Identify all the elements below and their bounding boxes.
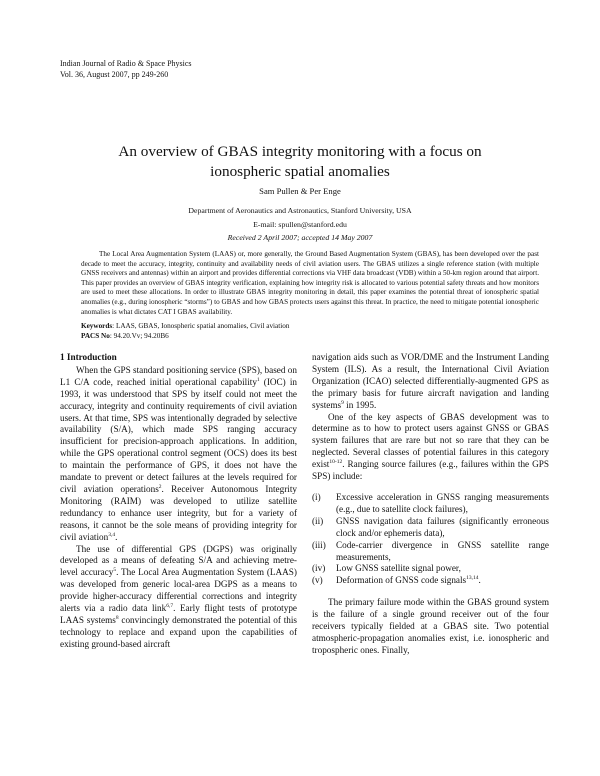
- p2-text-c: . Early flight tests of prototype LAAS systems: [60, 603, 297, 625]
- p1-text-c: . Receiver Autonomous Integrity Monitoring (RAIM) was developed to utilize satellite redundancy to enhance user integrity, but for a variety of reasons, it cannot be the sole means of providing integrity for civil aviation: [60, 483, 297, 542]
- intro-paragraph-1: [60, 365, 297, 544]
- p1-text-a: When the GPS standard positioning service (SPS), based on L1 C/A code, reached initial operational capability: [60, 364, 297, 387]
- failure-list-item: [312, 563, 549, 575]
- intro-paragraph-2: [60, 544, 297, 651]
- pacs-line: [81, 332, 539, 342]
- p3-text-b: . Ranging source failures (e.g., failures within the GPS SPS) include:: [312, 459, 549, 482]
- p2-text-d-cont: navigation aids such as VOR/DME and the Instrument Landing System (ILS). As a result, the International Civil Aviation Organization (ICAO) selected differentially-augmented GPS as the primary basis for future aircraft navigation and landing systems: [312, 352, 549, 410]
- failure-list-item: [312, 492, 549, 516]
- p3-text-a: One of the key aspects of GBAS development was to determine as to how to protect users against GNSS or GBAS system failures that are rare but not so rare that they can be neglected. Several classes of potential failures in this category exist: [312, 411, 549, 470]
- failure-list-item: [312, 516, 549, 540]
- author-email[interactable]: E-mail: spullen@stanford.edu: [253, 220, 347, 229]
- abstract: The Local Area Augmentation System (LAAS) or, more generally, the Ground Based Augmentation System (GBAS), has been developed over the past decade to meet the accuracy, integrity, continuity and availability needs of civil aviation users. The GBAS utilizes a single reference station (with multiple GNSS receivers and antennas) within an airport and provides differential corrections via VHF data broadcast (VDB) within a 50-km region around that airport. This paper provides an overview of GBAS integrity verification, explaining how integrity risk is allocated to various potential safety threats and how monitors are used to meet these allocations. In order to illustrate GBAS integrity monitoring in detail, this paper examines the potential threat of ionospheric spatial anomalies (e.g., during ionospheric “storms”) to GBAS and how GBAS protects users against this threat. In practice, the need to mitigate potential ionospheric anomalies is what dictates CAT I GBAS availability.: [81, 250, 539, 316]
- keywords-label: Keywords: [81, 322, 113, 330]
- left-column: [60, 352, 297, 651]
- list-item-label: Deformation of GNSS code signals: [336, 575, 467, 586]
- intro-paragraph-4: The primary failure mode within the GBAS ground system is the failure of a single ground receiver out of the four receivers typically fielded at a GBAS site. Two potential atmospheric-propagation anomalies exist, i.e. ionospheric and tropospheric ones. Finally,: [312, 597, 549, 655]
- section-heading: 1 Introduction: [60, 352, 117, 362]
- keywords-text: : LAAS, GBAS, Ionospheric spatial anomalies, Civil aviation: [112, 322, 290, 330]
- title-line-2: ionospheric spatial anomalies: [210, 163, 390, 180]
- intro-paragraph-3: [312, 412, 549, 483]
- journal-name: Indian Journal of Radio & Space Physics: [60, 59, 192, 68]
- list-item-number: (iv): [312, 563, 326, 574]
- list-item-number: (ii): [312, 515, 324, 526]
- authors: Sam Pullen & Per Enge: [259, 186, 341, 196]
- pacs-text: : 94.20.Vv; 94.20B6: [109, 331, 169, 340]
- failure-list: [312, 492, 549, 587]
- list-item-text: [336, 563, 549, 575]
- title-line-1: An overview of GBAS integrity monitoring with a focus on: [118, 143, 482, 160]
- keywords-line: [81, 322, 539, 332]
- pacs-label: PACS No: [81, 331, 110, 340]
- citation: 3,4: [108, 531, 116, 538]
- citation: 10-12: [329, 459, 343, 466]
- list-item-label: Excessive acceleration in GNSS ranging measurements (e.g., due to satellite clock failures),: [336, 491, 549, 514]
- citation: 8: [115, 614, 119, 621]
- list-item-text: [336, 540, 549, 564]
- list-item-number: (iii): [312, 539, 326, 550]
- keywords-block: [81, 322, 539, 341]
- citation: 1: [256, 376, 260, 383]
- citation: 2: [158, 483, 162, 490]
- journal-header: [60, 59, 192, 80]
- list-item-label: GNSS navigation data failures (significantly erroneous clock and/or ephemeris data),: [336, 515, 549, 538]
- list-item-text: [336, 516, 549, 540]
- intro-paragraph-2-cont: [312, 352, 549, 412]
- journal-volume: Vol. 36, August 2007, pp 249-260: [60, 69, 169, 79]
- p2-text-b: . The Local Area Augmentation System (LAAS) was developed from generic local-area DGPS as a means to provide higher-accuracy differential corrections and integrity alerts via a radio data link: [60, 567, 297, 614]
- list-end-punctuation: .: [478, 575, 481, 586]
- citation: 5: [113, 567, 117, 574]
- list-item-text: [336, 492, 549, 516]
- list-item-text: [336, 575, 549, 587]
- failure-list-item: [312, 540, 549, 564]
- list-item-label: Low GNSS satellite signal power,: [336, 563, 461, 574]
- received-dates: Received 2 April 2007; accepted 14 May 2007: [227, 233, 373, 242]
- citation: 13,14: [466, 575, 479, 582]
- right-column: [312, 352, 549, 657]
- list-item-number: (v): [312, 575, 323, 586]
- failure-list-item: [312, 575, 549, 587]
- list-item-number: (i): [312, 491, 321, 502]
- citation: 9: [341, 399, 344, 406]
- citation: 6,7: [166, 603, 174, 610]
- p2-text-e: in 1995.: [343, 399, 377, 410]
- p2-text-a: The use of differential GPS (DGPS) was originally developed as a means of defeating S/A and achieving metre-level accuracy: [60, 543, 297, 578]
- list-item-label: Code-carrier divergence in GNSS satellite range measurements,: [336, 539, 549, 562]
- paper-title: [60, 142, 540, 182]
- affiliation: Department of Aeronautics and Astronautics, Stanford University, USA: [188, 206, 412, 215]
- p1-text-d: .: [115, 531, 118, 542]
- p2-text-d: convincingly demonstrated the potential of this technology to replace and expand upon the capabilities of existing ground-based aircraft: [60, 614, 297, 649]
- p1-text-b: (IOC) in 1993, it was understood that SPS by itself could not meet the accuracy, integrity and continuity requirements of civil aviation users. At that time, SPS was intentionally degraded by selective availability (S/A), which made SPS ranging accuracy insufficient for precision-approach applications. In addition, while the GPS operational control segment (OCS) does its best to maintain the performance of GPS, it does not have the mandate to prevent or detect failures at the levels required for civil aviation operations: [60, 376, 297, 494]
